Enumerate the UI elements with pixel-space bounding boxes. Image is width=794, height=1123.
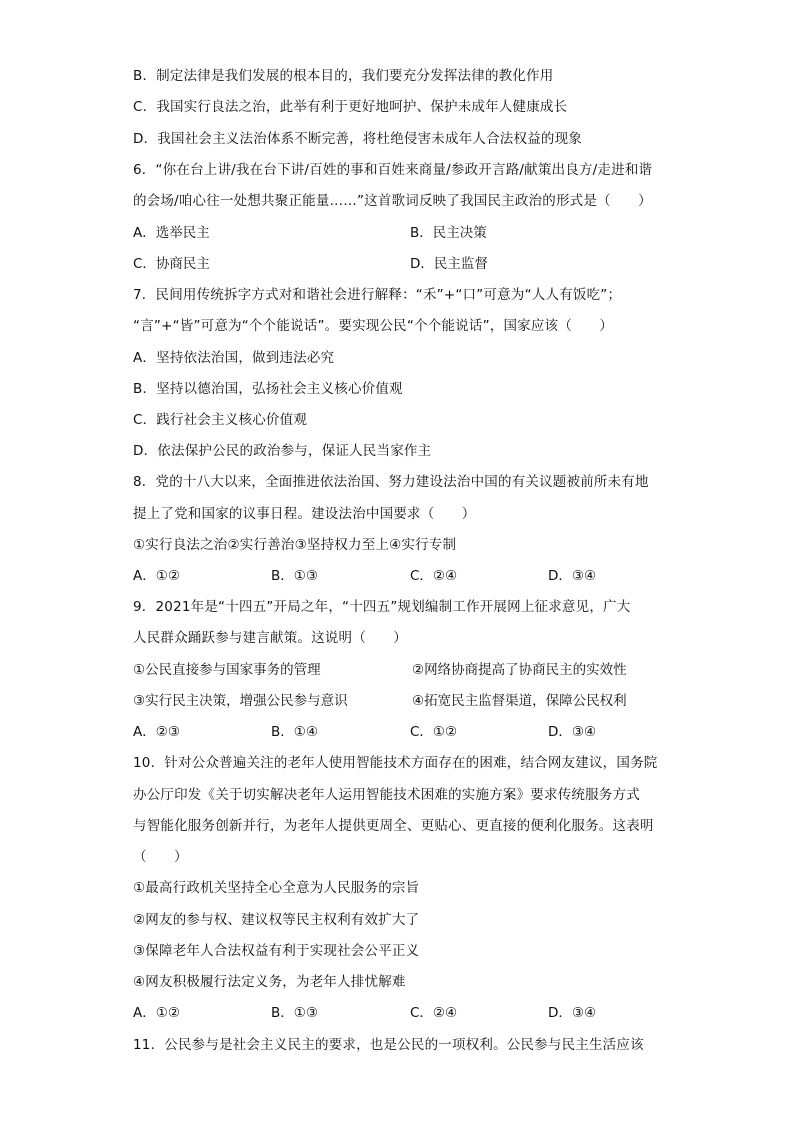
q10-item-4: ④网友积极履行法定义务，为老年人排忧解难 <box>133 974 406 990</box>
q10-option-c: C．②④ <box>410 1005 458 1021</box>
q11-stem-line1: 11．公民参与是社会主义民主的要求，也是公民的一项权利。公民参与民主生活应该 <box>133 1037 644 1053</box>
q7-option-d: D．依法保护公民的政治参与，保证人民当家作主 <box>133 443 432 459</box>
q6-option-a: A．选举民主 <box>133 225 210 241</box>
q7-option-a: A．坚持依法治国，做到违法必究 <box>133 350 335 366</box>
q9-option-b: B．①④ <box>271 724 318 740</box>
q8-stem-line2: 提上了党和国家的议事日程。建设法治中国要求（ ） <box>133 506 476 522</box>
q6-stem-line2: 的会场/咱心往一处想共聚正能量……”这首歌词反映了我国民主政治的形式是（ ） <box>133 193 652 209</box>
q7-stem-line1: 7．民间用传统拆字方式对和谐社会进行解释：“禾”+“口”可意为“人人有饭吃”； <box>133 287 622 303</box>
q10-item-1: ①最高行政机关坚持全心全意为人民服务的宗旨 <box>133 880 420 896</box>
q8-items: ①实行良法之治②实行善治③坚持权力至上④实行专制 <box>133 537 457 553</box>
q9-stem-line1: 9．2021年是“十四五”开局之年，“十四五”规划编制工作开展网上征求意见，广大 <box>133 599 631 615</box>
q5-option-b: B．制定法律是我们发展的根本目的，我们要充分发挥法律的教化作用 <box>133 68 554 84</box>
q9-item-4: ④拓宽民主监督渠道，保障公民权利 <box>412 693 627 709</box>
q5-option-d: D．我国社会主义法治体系不断完善，将杜绝侵害未成年人合法权益的现象 <box>133 131 582 147</box>
q8-option-d: D．③④ <box>548 568 597 584</box>
q9-item-1: ①公民直接参与国家事务的管理 <box>133 662 321 678</box>
q10-item-2: ②网友的参与权、建议权等民主权利有效扩大了 <box>133 912 420 928</box>
q9-option-d: D．③④ <box>548 724 597 740</box>
q7-stem-line2: “言”+“皆”可意为“个个能说话”。要实现公民“个个能说话”，国家应该（ ） <box>133 318 614 334</box>
q7-option-c: C．践行社会主义核心价值观 <box>133 412 308 428</box>
q5-option-c: C．我国实行良法之治，此举有利于更好地呵护、保护未成年人健康成长 <box>133 99 568 115</box>
q9-item-3: ③实行民主决策，增强公民参与意识 <box>133 693 348 709</box>
q9-item-2: ②网络协商提高了协商民主的实效性 <box>412 662 627 678</box>
q8-option-b: B．①③ <box>271 568 318 584</box>
q10-stem-line3: 与智能化服务创新并行，为老年人提供更周全、更贴心、更直接的便利化服务。这表明 <box>133 818 654 834</box>
q9-stem-line2: 人民群众踊跃参与建言献策。这说明（ ） <box>133 630 407 646</box>
q7-option-b: B．坚持以德治国，弘扬社会主义核心价值观 <box>133 381 403 397</box>
q8-stem-line1: 8．党的十八大以来，全面推进依法治国、努力建设法治中国的有关议题被前所未有地 <box>133 474 649 490</box>
q6-stem-line1: 6．“你在台上讲/我在台下讲/百姓的事和百姓来商量/参政开言路/献策出良方/走进和谐 <box>133 162 653 178</box>
q10-option-b: B．①③ <box>271 1005 318 1021</box>
q6-option-c: C．协商民主 <box>133 256 210 272</box>
q10-item-3: ③保障老年人合法权益有利于实现社会公平正义 <box>133 943 420 959</box>
q10-option-a: A．①② <box>133 1005 180 1021</box>
q9-option-a: A．②③ <box>133 724 180 740</box>
q10-option-d: D．③④ <box>548 1005 597 1021</box>
q6-option-d: D．民主监督 <box>410 256 488 272</box>
q8-option-a: A．①② <box>133 568 180 584</box>
q8-option-c: C．②④ <box>410 568 458 584</box>
q10-stem-line1: 10．针对公众普遍关注的老年人使用智能技术方面存在的困难，结合网友建议，国务院 <box>133 755 658 771</box>
q9-option-c: C．①② <box>410 724 458 740</box>
q10-stem-line2: 办公厅印发《关于切实解决老年人运用智能技术困难的实施方案》要求传统服务方式 <box>133 787 640 803</box>
q6-option-b: B．民主决策 <box>410 225 487 241</box>
q10-stem-line4: （ ） <box>133 849 188 865</box>
